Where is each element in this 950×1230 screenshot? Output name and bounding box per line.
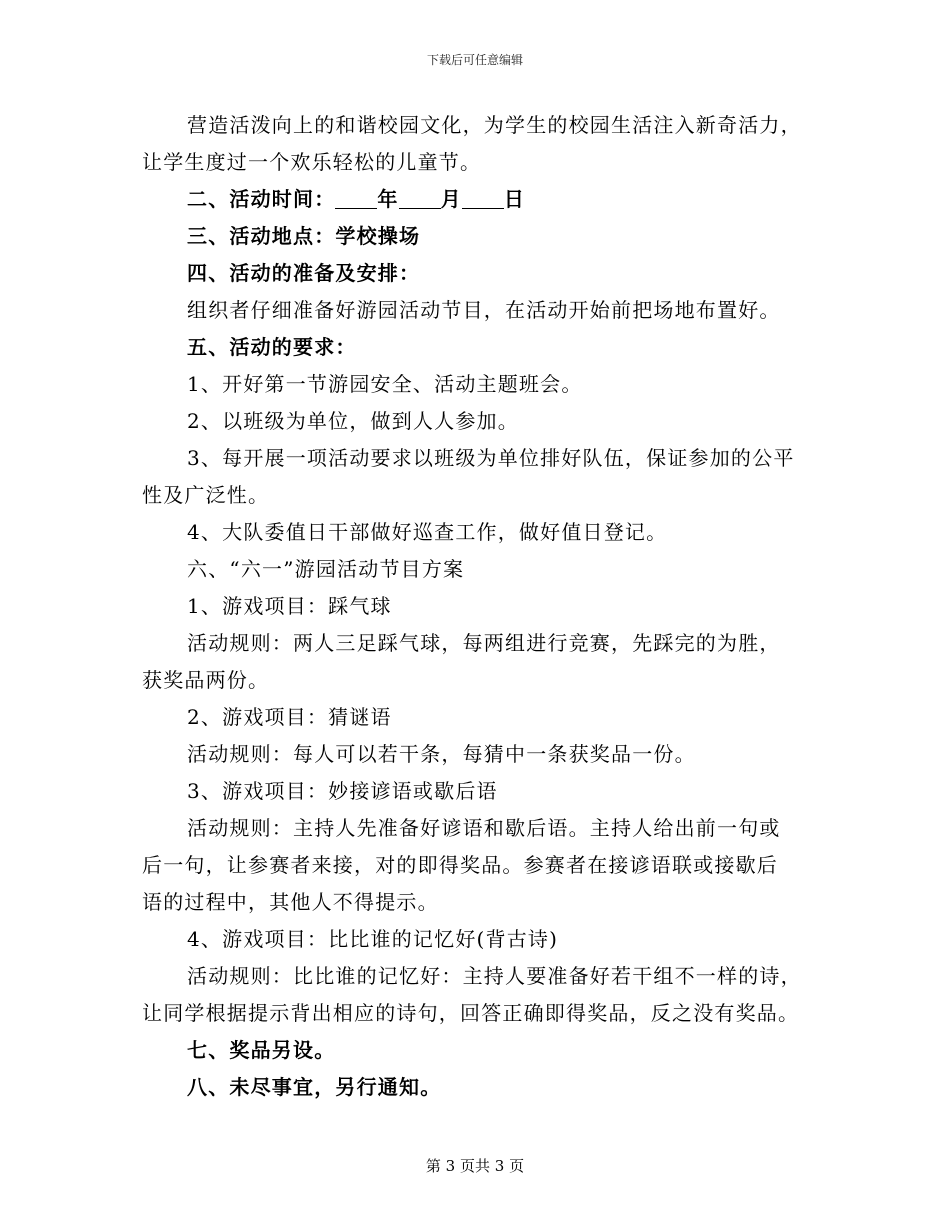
paragraph-line: 语的过程中，其他人不得提示。 xyxy=(142,890,439,914)
section-heading: 七、奖品另设。 xyxy=(187,1038,336,1062)
paragraph-line: 获奖品两份。 xyxy=(142,668,270,692)
game-rule: 活动规则：主持人先准备好谚语和歇后语。主持人给出前一句或 xyxy=(187,816,781,840)
game-item: 3、游戏项目：妙接谚语或歇后语 xyxy=(187,779,498,803)
section-heading: 五、活动的要求： xyxy=(187,335,357,359)
section-heading: 八、未尽事宜，另行通知。 xyxy=(187,1075,442,1099)
list-item: 1、开好第一节游园安全、活动主题班会。 xyxy=(187,372,583,396)
section-heading: 四、活动的准备及安排： xyxy=(187,261,421,285)
section-heading: 六、“六一”游园活动节目方案 xyxy=(187,557,465,581)
list-item: 4、大队委值日干部做好巡查工作，做好值日登记。 xyxy=(187,520,668,544)
game-rule: 活动规则：比比谁的记忆好：主持人要准备好若干组不一样的诗， xyxy=(187,964,802,988)
list-item: 2、以班级为单位，做到人人参加。 xyxy=(187,409,519,433)
month-label: 月 xyxy=(440,187,462,211)
paragraph-line: 性及广泛性。 xyxy=(142,483,270,507)
day-blank xyxy=(462,188,504,209)
page-footer: 第 3 页共 3 页 xyxy=(425,1157,525,1175)
game-rule: 活动规则：每人可以若干条，每猜中一条获奖品一份。 xyxy=(187,742,696,766)
section-heading: 三、活动地点：学校操场 xyxy=(187,224,421,248)
year-label: 年 xyxy=(377,187,399,211)
day-label: 日 xyxy=(503,187,526,211)
month-blank xyxy=(399,188,441,209)
game-item: 1、游戏项目：踩气球 xyxy=(187,594,392,618)
paragraph-line: 让同学根据提示背出相应的诗句，回答正确即得奖品，反之没有奖品。 xyxy=(142,1001,800,1025)
section-heading-time xyxy=(142,181,808,218)
paragraph-line: 后一句，让参赛者来接，对的即得奖品。参赛者在接谚语联或接歇后 xyxy=(142,853,778,877)
page-header: 下载后可任意编辑 xyxy=(426,53,523,67)
paragraph-line: 组织者仔细准备好游园活动节目，在活动开始前把场地布置好。 xyxy=(187,298,781,322)
year-blank xyxy=(335,188,377,209)
game-item: 4、游戏项目：比比谁的记忆好(背古诗) xyxy=(187,927,559,951)
document-body xyxy=(142,107,808,1106)
game-rule: 活动规则：两人三足踩气球，每两组进行竞赛，先踩完的为胜， xyxy=(187,631,781,655)
game-item: 2、游戏项目：猜谜语 xyxy=(187,705,392,729)
list-item: 3、每开展一项活动要求以班级为单位排好队伍，保证参加的公平 xyxy=(187,446,795,470)
paragraph-line: 营造活泼向上的和谐校园文化，为学生的校园生活注入新奇活力， xyxy=(187,113,802,137)
time-label: 二、活动时间： xyxy=(187,187,336,211)
paragraph-line: 让学生度过一个欢乐轻松的儿童节。 xyxy=(142,150,482,174)
